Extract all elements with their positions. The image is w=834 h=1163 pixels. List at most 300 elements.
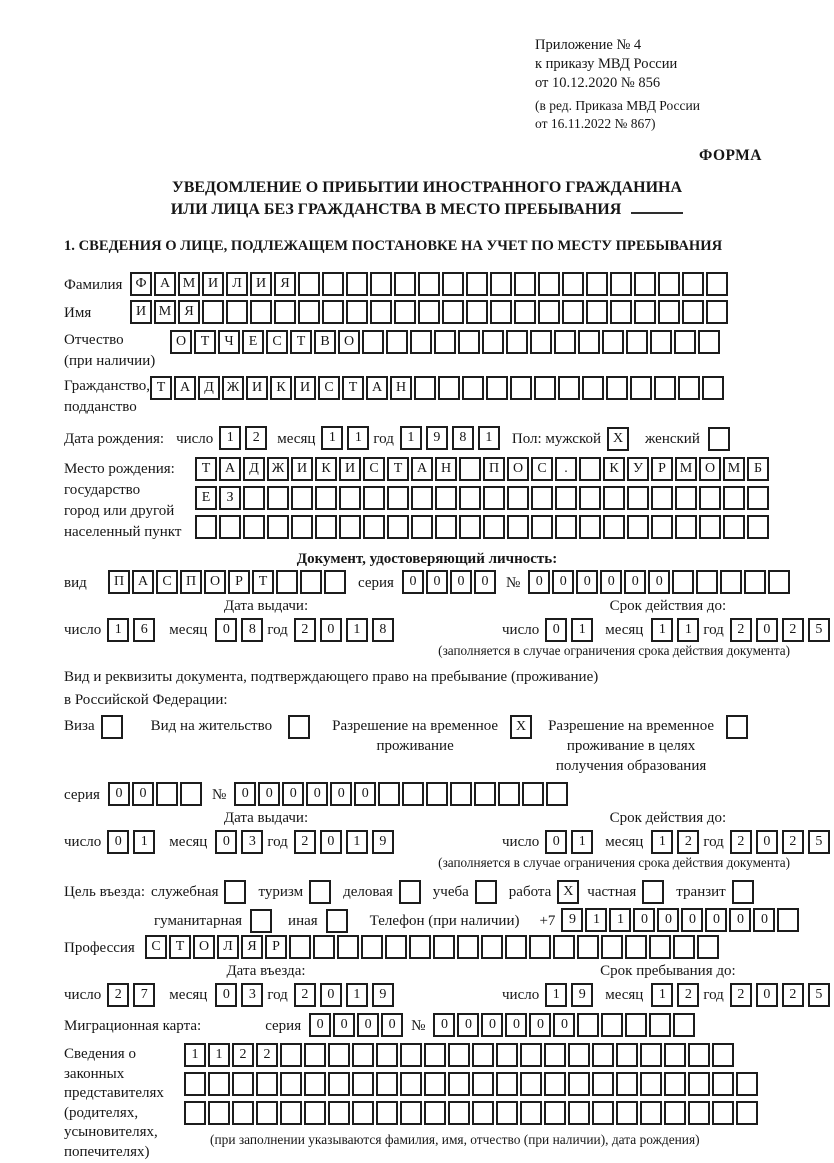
patronymic-char-box[interactable] [698, 330, 720, 354]
legal-reps-char-box[interactable] [184, 1101, 206, 1125]
legal-reps-char-box[interactable] [448, 1043, 470, 1067]
stay-year-digit-box[interactable]: 5 [808, 983, 830, 1007]
legal-reps-char-box[interactable] [688, 1072, 710, 1096]
legal-reps-char-box[interactable] [496, 1043, 518, 1067]
doc-number-digit-box[interactable] [672, 570, 694, 594]
birth-place-char-box[interactable]: А [219, 457, 241, 481]
permit-issue-year-digit-box[interactable]: 1 [346, 830, 368, 854]
issue-year-digit-box[interactable]: 2 [294, 618, 316, 642]
legal-reps-char-box[interactable] [640, 1072, 662, 1096]
surname-char-box[interactable]: И [250, 272, 272, 296]
permit-issue-day-digit-box[interactable]: 1 [133, 830, 155, 854]
birth-place-char-box[interactable] [699, 515, 721, 539]
permit-issue-day-digit-box[interactable]: 0 [107, 830, 129, 854]
birth-year-digit-box[interactable]: 8 [452, 426, 474, 450]
surname-char-box[interactable] [322, 272, 344, 296]
citizenship-char-box[interactable] [438, 376, 460, 400]
legal-reps-char-box[interactable]: 1 [184, 1043, 206, 1067]
name-char-box[interactable] [442, 300, 464, 324]
purpose-humanitarian-checkbox[interactable] [250, 909, 272, 933]
visa-checkbox[interactable] [101, 715, 123, 739]
surname-char-box[interactable]: Л [226, 272, 248, 296]
doc-kind-char-box[interactable]: А [132, 570, 154, 594]
permit-expiry-year-digit-box[interactable]: 2 [730, 830, 752, 854]
stay-month-digit-box[interactable]: 2 [677, 983, 699, 1007]
citizenship-char-box[interactable]: А [174, 376, 196, 400]
surname-char-box[interactable] [298, 272, 320, 296]
doc-series-digit-box[interactable]: 0 [450, 570, 472, 594]
permit-number-digit-box[interactable] [498, 782, 520, 806]
birth-place-char-box[interactable] [675, 515, 697, 539]
permit-number-digit-box[interactable] [402, 782, 424, 806]
phone-digit-box[interactable]: 0 [705, 908, 727, 932]
legal-reps-char-box[interactable] [352, 1043, 374, 1067]
permit-expiry-year-digit-box[interactable]: 5 [808, 830, 830, 854]
issue-month-digit-box[interactable]: 8 [241, 618, 263, 642]
name-char-box[interactable] [610, 300, 632, 324]
doc-kind-char-box[interactable] [276, 570, 298, 594]
legal-reps-char-box[interactable] [736, 1101, 758, 1125]
birth-place-char-box[interactable] [243, 486, 265, 510]
birth-place-char-box[interactable] [483, 515, 505, 539]
birth-place-char-box[interactable]: О [699, 457, 721, 481]
birth-place-char-box[interactable]: К [603, 457, 625, 481]
stay-year-digit-box[interactable]: 2 [782, 983, 804, 1007]
surname-char-box[interactable] [370, 272, 392, 296]
legal-reps-char-box[interactable] [400, 1072, 422, 1096]
permit-number-digit-box[interactable]: 0 [234, 782, 256, 806]
legal-reps-char-box[interactable] [712, 1043, 734, 1067]
birth-place-char-box[interactable]: С [531, 457, 553, 481]
legal-reps-char-box[interactable] [448, 1101, 470, 1125]
permit-expiry-year-digit-box[interactable]: 0 [756, 830, 778, 854]
patronymic-char-box[interactable]: С [266, 330, 288, 354]
legal-reps-char-box[interactable] [328, 1101, 350, 1125]
birth-place-char-box[interactable]: Е [195, 486, 217, 510]
birth-place-char-box[interactable] [195, 515, 217, 539]
birth-place-char-box[interactable] [339, 515, 361, 539]
birth-place-char-box[interactable]: К [315, 457, 337, 481]
entry-year-digit-box[interactable]: 0 [320, 983, 342, 1007]
phone-digit-box[interactable]: 0 [633, 908, 655, 932]
permit-expiry-month-digit-box[interactable]: 1 [651, 830, 673, 854]
migration-card-number-digit-box[interactable] [601, 1013, 623, 1037]
birth-place-char-box[interactable]: Б [747, 457, 769, 481]
surname-char-box[interactable] [562, 272, 584, 296]
name-char-box[interactable] [250, 300, 272, 324]
birth-place-char-box[interactable] [291, 515, 313, 539]
name-char-box[interactable] [586, 300, 608, 324]
legal-reps-char-box[interactable] [568, 1072, 590, 1096]
issue-day-digit-box[interactable]: 6 [133, 618, 155, 642]
legal-reps-char-box[interactable] [592, 1072, 614, 1096]
legal-reps-char-box[interactable] [256, 1072, 278, 1096]
permit-issue-year-digit-box[interactable]: 9 [372, 830, 394, 854]
birth-place-char-box[interactable] [603, 486, 625, 510]
phone-digit-box[interactable]: 0 [753, 908, 775, 932]
phone-digit-box[interactable]: 1 [609, 908, 631, 932]
surname-char-box[interactable] [418, 272, 440, 296]
birth-year-digit-box[interactable]: 9 [426, 426, 448, 450]
legal-reps-char-box[interactable] [376, 1101, 398, 1125]
profession-char-box[interactable] [505, 935, 527, 959]
name-char-box[interactable] [346, 300, 368, 324]
entry-year-digit-box[interactable]: 2 [294, 983, 316, 1007]
issue-day-digit-box[interactable]: 1 [107, 618, 129, 642]
doc-kind-char-box[interactable] [324, 570, 346, 594]
legal-reps-char-box[interactable] [472, 1043, 494, 1067]
citizenship-char-box[interactable] [654, 376, 676, 400]
birth-place-char-box[interactable]: . [555, 457, 577, 481]
doc-number-digit-box[interactable]: 0 [648, 570, 670, 594]
permit-number-digit-box[interactable] [474, 782, 496, 806]
patronymic-char-box[interactable]: О [338, 330, 360, 354]
patronymic-char-box[interactable] [626, 330, 648, 354]
legal-reps-char-box[interactable] [472, 1101, 494, 1125]
profession-char-box[interactable]: О [193, 935, 215, 959]
birth-place-char-box[interactable] [435, 515, 457, 539]
migration-card-series-digit-box[interactable]: 0 [357, 1013, 379, 1037]
purpose-work-checkbox[interactable]: X [557, 880, 579, 904]
doc-kind-char-box[interactable]: С [156, 570, 178, 594]
expiry-year-digit-box[interactable]: 0 [756, 618, 778, 642]
birth-place-char-box[interactable]: О [507, 457, 529, 481]
issue-year-digit-box[interactable]: 1 [346, 618, 368, 642]
legal-reps-char-box[interactable] [328, 1072, 350, 1096]
birth-place-char-box[interactable] [531, 486, 553, 510]
entry-day-digit-box[interactable]: 7 [133, 983, 155, 1007]
purpose-transit-checkbox[interactable] [732, 880, 754, 904]
profession-char-box[interactable] [529, 935, 551, 959]
permit-issue-year-digit-box[interactable]: 0 [320, 830, 342, 854]
legal-reps-char-box[interactable] [424, 1043, 446, 1067]
entry-month-digit-box[interactable]: 3 [241, 983, 263, 1007]
legal-reps-char-box[interactable] [376, 1043, 398, 1067]
migration-card-number-digit-box[interactable]: 0 [433, 1013, 455, 1037]
citizenship-char-box[interactable]: Т [342, 376, 364, 400]
purpose-official-checkbox[interactable] [224, 880, 246, 904]
patronymic-char-box[interactable] [602, 330, 624, 354]
legal-reps-char-box[interactable] [616, 1101, 638, 1125]
legal-reps-char-box[interactable] [400, 1101, 422, 1125]
profession-char-box[interactable] [385, 935, 407, 959]
birth-place-char-box[interactable] [459, 457, 481, 481]
birth-place-char-box[interactable] [507, 486, 529, 510]
surname-char-box[interactable] [658, 272, 680, 296]
legal-reps-char-box[interactable] [664, 1043, 686, 1067]
legal-reps-char-box[interactable] [640, 1101, 662, 1125]
birth-place-char-box[interactable] [411, 515, 433, 539]
surname-char-box[interactable] [394, 272, 416, 296]
birth-place-char-box[interactable] [651, 486, 673, 510]
expiry-year-digit-box[interactable]: 2 [782, 618, 804, 642]
birth-place-char-box[interactable] [243, 515, 265, 539]
purpose-private-checkbox[interactable] [642, 880, 664, 904]
surname-char-box[interactable]: А [154, 272, 176, 296]
legal-reps-char-box[interactable]: 2 [256, 1043, 278, 1067]
birth-place-char-box[interactable] [387, 486, 409, 510]
name-char-box[interactable] [634, 300, 656, 324]
birth-place-char-box[interactable] [699, 486, 721, 510]
birth-day-digit-box[interactable]: 1 [219, 426, 241, 450]
birth-place-char-box[interactable] [747, 515, 769, 539]
legal-reps-char-box[interactable] [400, 1043, 422, 1067]
legal-reps-char-box[interactable] [496, 1072, 518, 1096]
profession-char-box[interactable] [409, 935, 431, 959]
residence-permit-card-checkbox[interactable] [288, 715, 310, 739]
birth-place-char-box[interactable] [315, 486, 337, 510]
legal-reps-char-box[interactable] [712, 1101, 734, 1125]
legal-reps-char-box[interactable] [328, 1043, 350, 1067]
issue-month-digit-box[interactable]: 0 [215, 618, 237, 642]
name-char-box[interactable] [490, 300, 512, 324]
temporary-residence-permit-checkbox[interactable]: X [510, 715, 532, 739]
profession-char-box[interactable] [457, 935, 479, 959]
purpose-business-checkbox[interactable] [399, 880, 421, 904]
name-char-box[interactable] [658, 300, 680, 324]
patronymic-char-box[interactable] [530, 330, 552, 354]
legal-reps-char-box[interactable] [688, 1101, 710, 1125]
permit-number-digit-box[interactable] [546, 782, 568, 806]
entry-year-digit-box[interactable]: 1 [346, 983, 368, 1007]
citizenship-char-box[interactable]: К [270, 376, 292, 400]
legal-reps-char-box[interactable] [280, 1072, 302, 1096]
legal-reps-char-box[interactable]: 2 [232, 1043, 254, 1067]
migration-card-number-digit-box[interactable]: 0 [553, 1013, 575, 1037]
doc-number-digit-box[interactable]: 0 [600, 570, 622, 594]
profession-char-box[interactable]: Т [169, 935, 191, 959]
surname-char-box[interactable] [490, 272, 512, 296]
doc-kind-char-box[interactable]: Р [228, 570, 250, 594]
patronymic-char-box[interactable] [386, 330, 408, 354]
profession-char-box[interactable]: С [145, 935, 167, 959]
name-char-box[interactable] [418, 300, 440, 324]
citizenship-char-box[interactable] [702, 376, 724, 400]
legal-reps-char-box[interactable] [232, 1101, 254, 1125]
name-char-box[interactable] [562, 300, 584, 324]
citizenship-char-box[interactable]: И [246, 376, 268, 400]
birth-place-char-box[interactable] [747, 486, 769, 510]
name-char-box[interactable] [370, 300, 392, 324]
birth-place-char-box[interactable] [579, 515, 601, 539]
birth-place-char-box[interactable] [555, 515, 577, 539]
name-char-box[interactable] [298, 300, 320, 324]
profession-char-box[interactable] [481, 935, 503, 959]
surname-char-box[interactable]: И [202, 272, 224, 296]
surname-char-box[interactable]: Ф [130, 272, 152, 296]
name-char-box[interactable]: М [154, 300, 176, 324]
birth-month-digit-box[interactable]: 1 [321, 426, 343, 450]
name-char-box[interactable] [706, 300, 728, 324]
legal-reps-char-box[interactable] [256, 1101, 278, 1125]
surname-char-box[interactable] [706, 272, 728, 296]
doc-series-digit-box[interactable]: 0 [426, 570, 448, 594]
migration-card-number-digit-box[interactable] [649, 1013, 671, 1037]
birth-year-digit-box[interactable]: 1 [478, 426, 500, 450]
name-char-box[interactable] [202, 300, 224, 324]
citizenship-char-box[interactable]: А [366, 376, 388, 400]
birth-place-char-box[interactable]: М [675, 457, 697, 481]
surname-char-box[interactable]: Я [274, 272, 296, 296]
legal-reps-char-box[interactable] [544, 1072, 566, 1096]
issue-year-digit-box[interactable]: 8 [372, 618, 394, 642]
citizenship-char-box[interactable]: Д [198, 376, 220, 400]
permit-number-digit-box[interactable] [450, 782, 472, 806]
doc-kind-char-box[interactable] [300, 570, 322, 594]
birth-place-char-box[interactable] [579, 486, 601, 510]
migration-card-number-digit-box[interactable] [673, 1013, 695, 1037]
profession-char-box[interactable] [601, 935, 623, 959]
permit-number-digit-box[interactable]: 0 [258, 782, 280, 806]
patronymic-char-box[interactable] [434, 330, 456, 354]
patronymic-char-box[interactable]: Е [242, 330, 264, 354]
birth-year-digit-box[interactable]: 1 [400, 426, 422, 450]
legal-reps-char-box[interactable] [520, 1043, 542, 1067]
legal-reps-char-box[interactable] [544, 1043, 566, 1067]
permit-series-digit-box[interactable]: 0 [132, 782, 154, 806]
legal-reps-char-box[interactable] [184, 1072, 206, 1096]
birth-place-char-box[interactable]: З [219, 486, 241, 510]
patronymic-char-box[interactable] [650, 330, 672, 354]
doc-series-digit-box[interactable]: 0 [402, 570, 424, 594]
doc-kind-char-box[interactable]: П [180, 570, 202, 594]
name-char-box[interactable] [466, 300, 488, 324]
doc-kind-char-box[interactable]: Т [252, 570, 274, 594]
stay-year-digit-box[interactable]: 0 [756, 983, 778, 1007]
phone-digit-box[interactable]: 0 [657, 908, 679, 932]
phone-digit-box[interactable]: 0 [729, 908, 751, 932]
permit-issue-year-digit-box[interactable]: 2 [294, 830, 316, 854]
birth-place-char-box[interactable] [651, 515, 673, 539]
sex-female-checkbox[interactable] [708, 427, 730, 451]
legal-reps-char-box[interactable] [448, 1072, 470, 1096]
surname-char-box[interactable]: М [178, 272, 200, 296]
patronymic-char-box[interactable] [482, 330, 504, 354]
citizenship-char-box[interactable]: И [294, 376, 316, 400]
entry-year-digit-box[interactable]: 9 [372, 983, 394, 1007]
legal-reps-char-box[interactable] [616, 1072, 638, 1096]
birth-place-char-box[interactable] [675, 486, 697, 510]
phone-digit-box[interactable] [777, 908, 799, 932]
birth-place-char-box[interactable] [315, 515, 337, 539]
patronymic-char-box[interactable] [506, 330, 528, 354]
permit-issue-month-digit-box[interactable]: 3 [241, 830, 263, 854]
profession-char-box[interactable] [313, 935, 335, 959]
doc-kind-char-box[interactable]: О [204, 570, 226, 594]
legal-reps-char-box[interactable] [232, 1072, 254, 1096]
profession-char-box[interactable] [625, 935, 647, 959]
birth-place-char-box[interactable]: Ж [267, 457, 289, 481]
birth-place-char-box[interactable] [627, 515, 649, 539]
migration-card-series-digit-box[interactable]: 0 [381, 1013, 403, 1037]
sex-male-checkbox[interactable]: X [607, 427, 629, 451]
profession-char-box[interactable] [337, 935, 359, 959]
entry-day-digit-box[interactable]: 2 [107, 983, 129, 1007]
permit-number-digit-box[interactable]: 0 [354, 782, 376, 806]
legal-reps-char-box[interactable] [424, 1072, 446, 1096]
name-char-box[interactable] [226, 300, 248, 324]
purpose-tourism-checkbox[interactable] [309, 880, 331, 904]
legal-reps-char-box[interactable] [544, 1101, 566, 1125]
migration-card-number-digit-box[interactable]: 0 [529, 1013, 551, 1037]
citizenship-char-box[interactable]: Т [150, 376, 172, 400]
birth-place-char-box[interactable]: П [483, 457, 505, 481]
patronymic-char-box[interactable] [458, 330, 480, 354]
birth-place-char-box[interactable] [579, 457, 601, 481]
patronymic-char-box[interactable]: О [170, 330, 192, 354]
birth-place-char-box[interactable] [267, 515, 289, 539]
legal-reps-char-box[interactable] [376, 1072, 398, 1096]
birth-place-char-box[interactable]: Т [195, 457, 217, 481]
permit-issue-month-digit-box[interactable]: 0 [215, 830, 237, 854]
citizenship-char-box[interactable] [462, 376, 484, 400]
birth-place-char-box[interactable] [507, 515, 529, 539]
birth-place-char-box[interactable]: Д [243, 457, 265, 481]
permit-number-digit-box[interactable] [522, 782, 544, 806]
legal-reps-char-box[interactable]: 1 [208, 1043, 230, 1067]
legal-reps-char-box[interactable] [208, 1101, 230, 1125]
permit-expiry-day-digit-box[interactable]: 0 [545, 830, 567, 854]
patronymic-char-box[interactable]: В [314, 330, 336, 354]
issue-year-digit-box[interactable]: 0 [320, 618, 342, 642]
profession-char-box[interactable] [289, 935, 311, 959]
stay-month-digit-box[interactable]: 1 [651, 983, 673, 1007]
legal-reps-char-box[interactable] [568, 1101, 590, 1125]
legal-reps-char-box[interactable] [280, 1101, 302, 1125]
legal-reps-char-box[interactable] [592, 1101, 614, 1125]
migration-card-number-digit-box[interactable]: 0 [457, 1013, 479, 1037]
birth-place-char-box[interactable] [219, 515, 241, 539]
birth-place-char-box[interactable] [387, 515, 409, 539]
birth-place-char-box[interactable] [459, 486, 481, 510]
surname-char-box[interactable] [586, 272, 608, 296]
legal-reps-char-box[interactable] [304, 1072, 326, 1096]
permit-expiry-day-digit-box[interactable]: 1 [571, 830, 593, 854]
name-char-box[interactable] [322, 300, 344, 324]
permit-number-digit-box[interactable] [426, 782, 448, 806]
birth-place-char-box[interactable]: И [339, 457, 361, 481]
doc-number-digit-box[interactable]: 0 [576, 570, 598, 594]
birth-place-char-box[interactable]: Н [435, 457, 457, 481]
legal-reps-char-box[interactable] [520, 1072, 542, 1096]
name-char-box[interactable]: Я [178, 300, 200, 324]
birth-place-char-box[interactable] [627, 486, 649, 510]
citizenship-char-box[interactable] [678, 376, 700, 400]
citizenship-char-box[interactable] [630, 376, 652, 400]
legal-reps-char-box[interactable] [280, 1043, 302, 1067]
birth-place-char-box[interactable]: М [723, 457, 745, 481]
surname-char-box[interactable] [682, 272, 704, 296]
doc-series-digit-box[interactable]: 0 [474, 570, 496, 594]
stay-day-digit-box[interactable]: 9 [571, 983, 593, 1007]
legal-reps-char-box[interactable] [496, 1101, 518, 1125]
name-char-box[interactable] [394, 300, 416, 324]
migration-card-number-digit-box[interactable] [625, 1013, 647, 1037]
expiry-year-digit-box[interactable]: 2 [730, 618, 752, 642]
citizenship-char-box[interactable]: Н [390, 376, 412, 400]
profession-char-box[interactable]: Л [217, 935, 239, 959]
surname-char-box[interactable] [442, 272, 464, 296]
permit-number-digit-box[interactable] [378, 782, 400, 806]
citizenship-char-box[interactable] [582, 376, 604, 400]
permit-number-digit-box[interactable]: 0 [330, 782, 352, 806]
doc-number-digit-box[interactable]: 0 [552, 570, 574, 594]
surname-char-box[interactable] [610, 272, 632, 296]
legal-reps-char-box[interactable] [352, 1101, 374, 1125]
migration-card-number-digit-box[interactable]: 0 [505, 1013, 527, 1037]
patronymic-char-box[interactable] [578, 330, 600, 354]
profession-char-box[interactable] [361, 935, 383, 959]
